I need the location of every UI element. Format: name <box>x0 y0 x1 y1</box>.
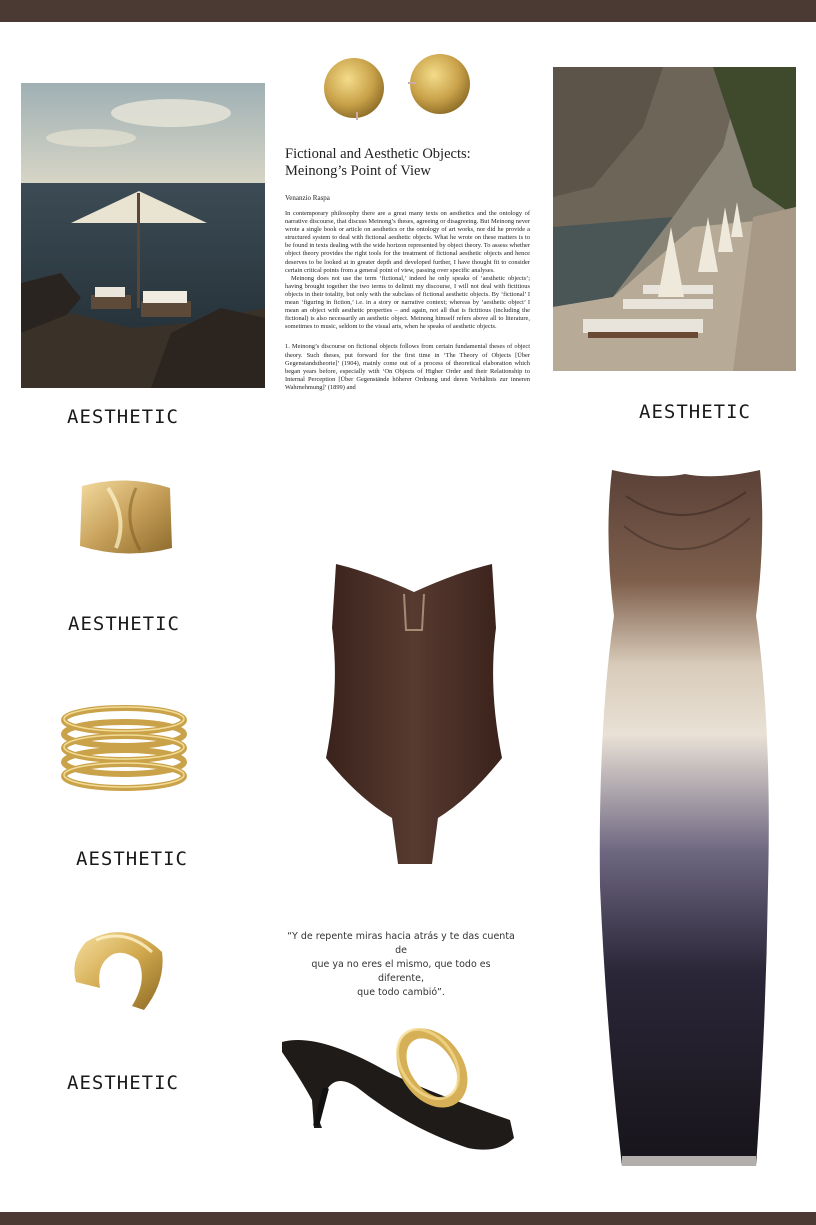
article-title-line-2: Meinong’s Point of View <box>285 163 431 179</box>
beach-loungers-photo <box>553 67 796 371</box>
aesthetic-label-3: AESTHETIC <box>68 613 180 635</box>
black-heeled-sandal-image <box>278 1028 518 1156</box>
sea-umbrella-photo <box>21 83 265 388</box>
article-author: Venanzio Raspa <box>285 194 330 202</box>
top-frame-bar <box>0 0 816 22</box>
brown-swimsuit-image <box>320 558 508 868</box>
aesthetic-label-5: AESTHETIC <box>67 1072 179 1094</box>
gold-earrings-image <box>320 52 472 124</box>
article-paragraph-2: Meinong does not use the term ‘fictional,’ indeed he only speaks of ‘aesthetic objects’; having brought together the two terms to delimit my discourse, I will not deal with fictitious objects in their totality, but only with the subclass of fictional aesthetic objects. By ‘fictional’ I mean ‘figuring in fiction,’ i.e. in a story or narrative context; whereas by ‘aesthetic object’ I mean an object with aesthetic properties – and again, not all that is fictitious (including the fictional) is also necessarily an aesthetic object. Meinong himself refers above all to literature, sometimes to music, seldom to the visual arts, when he speaks of aesthetic objects. <box>285 274 530 331</box>
quote-line-2: que ya no eres el mismo, que todo es diferente, <box>311 959 491 984</box>
aesthetic-label-2: AESTHETIC <box>639 401 751 423</box>
article-paragraph-1: In contemporary philosophy there are a great many texts on aesthetics and the ontology of narrative discourse, that discuss Meinong’s theses, agreeing or disagreeing. But Meinong never wrote a single book or article on aesthetics or the ontology of art works, nor did he provide a structured system to deal with fictional aesthetic objects. What he wrote on these matters is to be found in texts dealing with the wide horizon represented by object theory. To assess whether object theory provides the right tools for the treatment of fictional aesthetic objects and hence deserves to be looked at in greater depth and developed further, I have thought fit to consider certain critical points from a general point of view, passing over specific analyses. <box>285 210 530 274</box>
spanish-quote <box>287 930 515 1000</box>
gold-open-cuff-image <box>66 922 170 1016</box>
article-title-line-1: Fictional and Aesthetic Objects: <box>285 146 471 162</box>
aesthetic-label-1: AESTHETIC <box>67 406 179 428</box>
bottom-frame-bar <box>0 1212 816 1225</box>
quote-line-1: “Y de repente miras hacia atrás y te das cuenta de <box>287 931 515 956</box>
gold-cuff-bracelet-image <box>78 478 174 558</box>
article-paragraph-3: 1. Meinong’s discourse on fictional objects follows from certain fundamental theses of object theory. Such theses, put forward for the first time in ‘The Theory of Objects [Über Gegenstandstheorie]’ (1904), mainly come out of a process of theoretical elaboration which began years before, especially with ‘On Objects of Higher Order and their Relationship to Internal Perception [Über Gegenstände höherer Ordnung und deren Verhältnis zur inneren Wahrnehmung]’ (1899) and <box>285 343 530 391</box>
ombre-maxi-dress-image <box>596 466 774 1174</box>
article-page <box>285 146 530 392</box>
article-title <box>285 146 530 180</box>
gold-bangles-image <box>60 700 188 792</box>
aesthetic-label-4: AESTHETIC <box>76 848 188 870</box>
quote-line-3: que todo cambió”. <box>357 987 445 998</box>
